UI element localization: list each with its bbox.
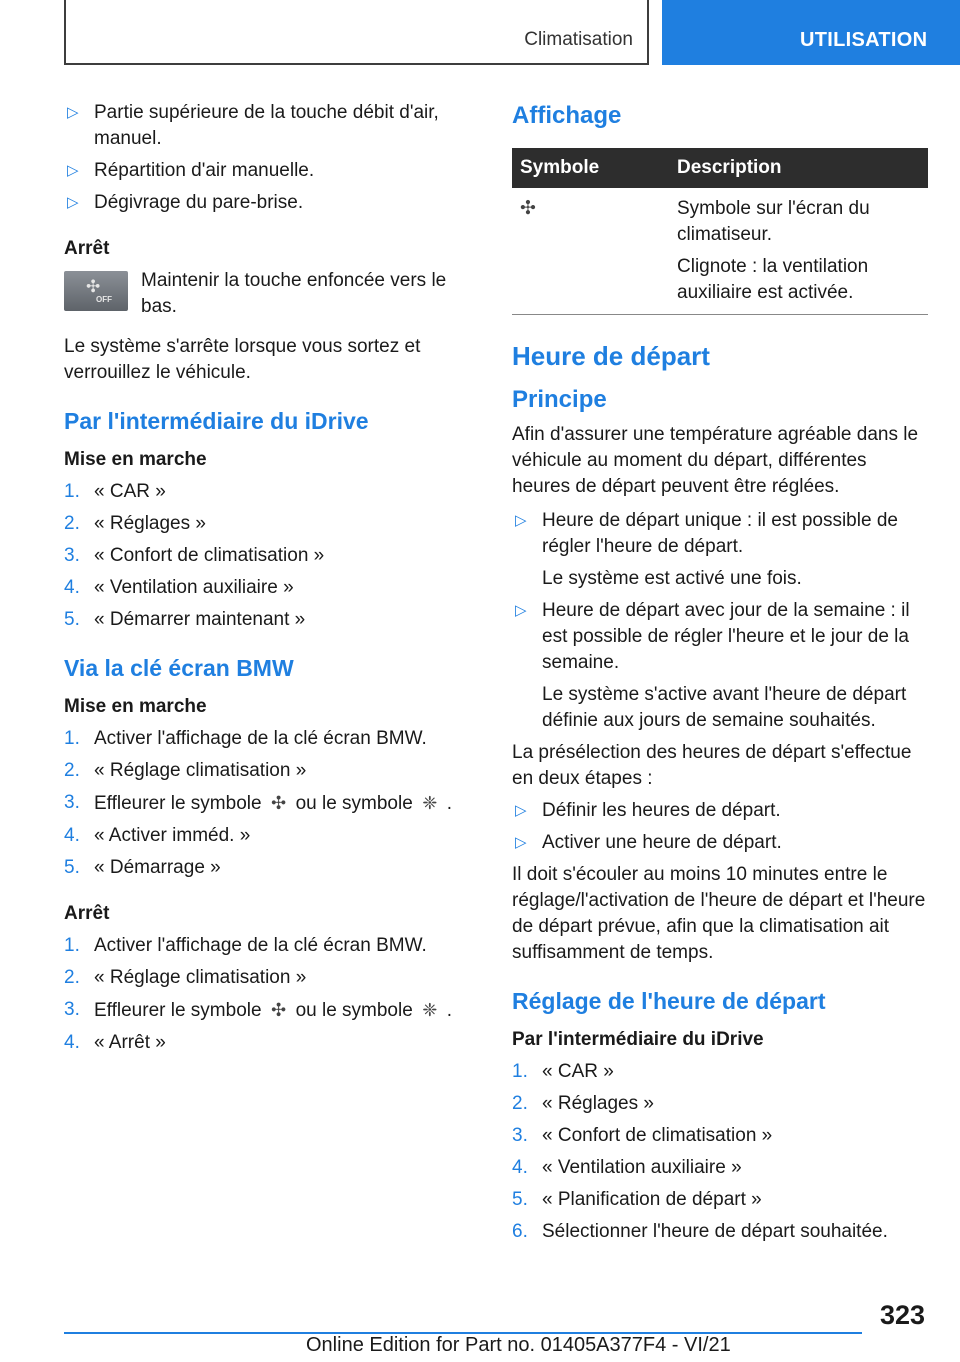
key-heading: Via la clé écran BMW (64, 655, 294, 681)
footer-edition: Online Edition for Part no. 01405A377F4 - VI/21 (306, 1334, 731, 1356)
list-item: 5. « Planification de départ » (512, 1189, 762, 1210)
table-cell-description: Symbole sur l'écran du climatiseur. Clignote : la ventilation auxiliaire est activée. (671, 188, 928, 315)
idrive-heading: Par l'intermédiaire du iDrive (64, 408, 369, 434)
fan-icon: ✣ (271, 1000, 287, 1020)
list-item: 2. « Réglages » (512, 1093, 654, 1114)
key-on-steps (64, 726, 479, 881)
list-item: 1. « CAR » (512, 1061, 614, 1082)
list-item: ▷ Répartition d'air manuelle. (64, 158, 479, 184)
affichage-heading: Affichage (512, 102, 622, 129)
two-steps-list (512, 798, 927, 856)
principe-heading: Principe (512, 386, 607, 413)
header-chapter-tab (662, 0, 960, 65)
table-header-row (512, 148, 928, 188)
left-column (64, 100, 479, 1062)
list-item: 3. « Confort de climatisation » (512, 1125, 773, 1146)
list-item: 3. Effleurer le symbole ✣ ou le symbole ❈ . (64, 999, 453, 1021)
list-item: 2. « Réglages » (64, 513, 206, 534)
reglage-heading: Réglage de l'heure de départ (512, 988, 826, 1014)
fan-off-button-image (64, 271, 128, 311)
key-off-steps (64, 933, 479, 1056)
triangle-right-icon: ▷ (67, 104, 79, 121)
principe-text: Afin d'assurer une température agréable dans le véhicule au moment du départ, différentes heures de départ peuvent être réglées. (512, 424, 919, 497)
triangle-right-icon: ▷ (67, 194, 79, 211)
idrive-sub-heading: Mise en marche (64, 449, 207, 470)
list-item: 3. Effleurer le symbole ✣ ou le symbole ❈ . (64, 792, 453, 814)
reglage-steps (512, 1059, 927, 1245)
fan-icon: ✣ (86, 277, 101, 296)
list-item: 2. « Réglage climatisation » (64, 967, 307, 988)
symbol-table (512, 148, 928, 315)
table-header-symbol: Symbole (512, 148, 671, 188)
triangle-right-icon: ▷ (515, 834, 527, 851)
right-column (512, 100, 927, 1251)
key-off-sub-heading: Arrêt (64, 903, 110, 924)
list-item: 4. « Activer imméd. » (64, 825, 251, 846)
list-item: ▷ Heure de départ avec jour de la semaine : il est possible de régler l'heure et le jour de la semaine. Le système s'active avant l'heure de départ définie aux jours de semaine souhaités. (515, 600, 910, 731)
heure-depart-heading: Heure de départ (512, 341, 710, 371)
fan-auto-icon: ❈ (422, 1000, 438, 1020)
table-row (512, 188, 928, 315)
table-cell-symbol (512, 188, 671, 315)
system-stop-text: Le système s'arrête lorsque vous sortez et verrouillez le véhicule. (64, 336, 421, 383)
page-number: 323 (880, 1300, 926, 1330)
list-item: 6. Sélectionner l'heure de départ souhaitée. (512, 1221, 888, 1242)
list-item: ▷ Dégivrage du pare-brise. (64, 190, 479, 216)
list-item: 4. « Ventilation auxiliaire » (512, 1157, 742, 1178)
list-item: 2. « Réglage climatisation » (64, 760, 307, 781)
fan-icon: ✣ (271, 793, 287, 813)
triangle-right-icon: ▷ (515, 512, 527, 529)
delay-text: Il doit s'écouler au moins 10 minutes entre le réglage/l'activation de l'heure de départ et l'heure de départ prévue, afin que la climatisation ait suffisamment de temps. (512, 864, 926, 963)
triangle-right-icon: ▷ (515, 802, 527, 819)
reglage-sub-heading: Par l'intermédiaire du iDrive (512, 1029, 764, 1050)
triangle-right-icon: ▷ (67, 162, 79, 179)
arret-instruction (64, 268, 479, 320)
fan-icon: ✣ (520, 198, 536, 219)
table-header-description: Description (671, 148, 928, 188)
airflow-options-list (64, 100, 479, 216)
list-item: 1. Activer l'affichage de la clé écran BMW. (64, 728, 427, 749)
list-item: ▷ Heure de départ unique : il est possible de régler l'heure de départ. Le système est activé une fois. (515, 510, 898, 589)
list-item: 4. « Ventilation auxiliaire » (64, 577, 294, 598)
fan-auto-icon: ❈ (422, 793, 438, 813)
section-title: Climatisation (524, 29, 633, 50)
list-item: 3. « Confort de climatisation » (64, 545, 325, 566)
key-on-sub-heading: Mise en marche (64, 696, 207, 717)
list-item: 4. « Arrêt » (64, 1032, 166, 1053)
list-item: ▷ Définir les heures de départ. (512, 798, 927, 824)
idrive-steps (64, 479, 479, 633)
preselection-text: La présélection des heures de départ s'effectue en deux étapes : (512, 742, 912, 789)
list-item: 5. « Démarrer maintenant » (64, 609, 306, 630)
triangle-right-icon: ▷ (515, 602, 527, 619)
list-item: ▷ Partie supérieure de la touche débit d'air, manuel. (67, 102, 439, 149)
departure-options-list (512, 508, 927, 734)
chapter-title: UTILISATION (800, 29, 928, 51)
header-section-tab (64, 0, 649, 65)
list-item: 1. Activer l'affichage de la clé écran BMW. (64, 935, 427, 956)
list-item: ▷ Activer une heure de départ. (512, 830, 927, 856)
arret-text: Maintenir la touche enfoncée vers le bas. (141, 270, 447, 317)
off-label: OFF (96, 295, 112, 304)
arret-heading: Arrêt (64, 238, 110, 259)
list-item: 1. « CAR » (64, 481, 166, 502)
list-item: 5. « Démarrage » (64, 857, 221, 878)
